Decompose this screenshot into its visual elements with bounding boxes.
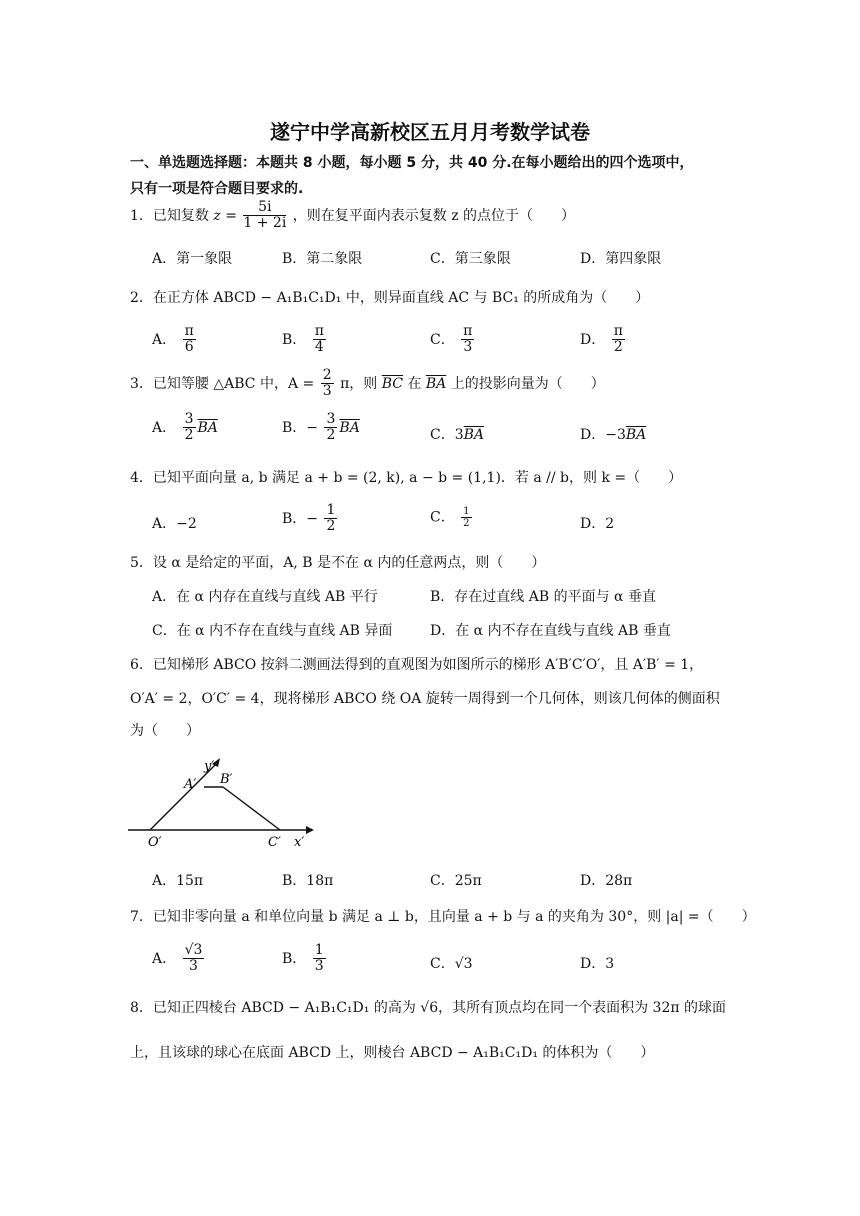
q1-option-b: B．第二象限: [282, 251, 363, 267]
q3-label-b: B．−: [282, 419, 319, 436]
q3-ba-d: $\overline{BA}$: [625, 427, 647, 443]
q2-num-b: π: [314, 323, 324, 339]
q3-stem: [130, 368, 605, 400]
q3-stem-a: 3．已知等腰 △ABC 中，A =: [130, 375, 319, 392]
q3-vector-ba: $\overline{BA}$: [425, 375, 447, 392]
q8-line2: 上，且该球的球心在底面 ABCD 上，则棱台 ABCD − A₁B₁C₁D₁ 的体积为（ ）: [130, 1045, 655, 1061]
q3-option-b: [282, 412, 360, 444]
q4-num-b: 1: [326, 502, 336, 518]
q3-ba-c: $\overline{BA}$: [463, 427, 485, 443]
q1-stem-b: ，则在复平面内表示复数 z 的点位于（ ）: [292, 207, 576, 224]
q3-ba-a: $\overline{BA}$: [197, 419, 218, 436]
q2-den-b: 4: [314, 339, 324, 356]
q3-label-a: A．: [152, 419, 177, 436]
q7-num-b: 1: [314, 942, 324, 958]
q4-den-c: 2: [463, 518, 470, 529]
q1-stem: [130, 200, 575, 232]
q3-num-a: 3: [184, 411, 194, 427]
label-b: B′: [220, 772, 233, 787]
q2-option-a: [152, 324, 198, 356]
q7-num-a: √3: [184, 942, 203, 958]
q5-option-b: B．存在过直线 AB 的平面与 α 垂直: [430, 589, 656, 605]
label-c: C′: [268, 835, 281, 850]
x-axis-arrow: [306, 826, 314, 834]
q2-option-d: [580, 324, 627, 356]
q6-option-b: B．18π: [282, 873, 334, 889]
q2-label-c: C．: [430, 331, 455, 348]
q7-option-d: D．3: [580, 956, 615, 972]
q3-stem-b: π，则: [340, 375, 378, 392]
page-title: 遂宁中学高新校区五月月考数学试卷: [270, 120, 590, 144]
segment-b-c: [223, 787, 280, 830]
q4-label-c: C．: [430, 509, 455, 526]
q1-option-c: C．第三象限: [430, 251, 511, 267]
q4-label-b: B．−: [282, 510, 319, 527]
q4-stem: 4．已知平面向量 a, b 满足 a + b = (2, k), a − b = (1,1)．若 a // b，则 k =（ ）: [130, 470, 683, 486]
q2-label-d: D．: [580, 331, 606, 348]
q3-den-b: 2: [326, 427, 336, 444]
q2-den-c: 3: [463, 339, 473, 356]
q4-option-d: D．2: [580, 516, 615, 532]
q1-stem-a: 1．已知复数: [130, 207, 209, 224]
q1-den: 1 + 2i: [243, 215, 287, 232]
q7-option-b: [282, 943, 328, 975]
q3-label-d: D．−3: [580, 427, 626, 443]
q2-stem: 2．在正方体 ABCD − A₁B₁C₁D₁ 中，则异面直线 AC 与 BC₁ 的所成角为（ ）: [130, 290, 650, 306]
q4-option-a: A．−2: [152, 516, 197, 532]
q3-ba-b: $\overline{BA}$: [339, 419, 360, 436]
q2-den-d: 2: [613, 339, 623, 356]
q1-option-a: A．第一象限: [152, 251, 233, 267]
section-heading-line2: 只有一项是符合题目要求的.: [130, 181, 304, 197]
section-heading-line1: 一、单选题选择题：本题共 8 小题，每小题 5 分，共 40 分.在每小题给出的四个选项中，: [130, 155, 694, 171]
q3-stem-c: 上的投影向量为（ ）: [450, 375, 605, 392]
q6-option-a: A．15π: [152, 873, 204, 889]
q2-den-a: 6: [184, 339, 194, 356]
q4-option-b: [282, 503, 339, 535]
q3-option-a: [152, 412, 218, 444]
q7-den-b: 3: [314, 958, 324, 975]
q7-label-b: B．: [282, 950, 307, 967]
q3-option-d: [580, 424, 646, 444]
q8-line1: 8．已知正四棱台 ABCD − A₁B₁C₁D₁ 的高为 √6，其所有顶点均在同一个表面积为 32π 的球面: [130, 1000, 727, 1016]
q3-vector-bc: $\overline{BC}$: [381, 375, 403, 392]
q7-den-a: 3: [189, 958, 198, 975]
q5-option-a: A．在 α 内存在直线与直线 AB 平行: [152, 589, 378, 605]
q1-option-d: D．第四象限: [580, 251, 662, 267]
q7-option-c: C．√3: [430, 956, 473, 972]
q3-num: 2: [322, 367, 332, 383]
q2-num-a: π: [184, 323, 194, 339]
q4-den-b: 2: [326, 518, 336, 535]
q3-label-c: C．3: [430, 427, 464, 443]
q2-option-b: [282, 324, 328, 356]
q4-num-c: 1: [463, 506, 470, 517]
q6-option-d: D．28π: [580, 873, 633, 889]
q6-line1: 6．已知梯形 ABCO 按斜二测画法得到的直观图为如图所示的梯形 A′B′C′O′，且 A′B′ = 1，: [130, 657, 704, 673]
q5-stem: 5．设 α 是给定的平面，A, B 是不在 α 内的任意两点，则（ ）: [130, 555, 546, 571]
q2-num-d: π: [613, 323, 623, 339]
q2-num-c: π: [463, 323, 473, 339]
q7-stem: 7．已知非零向量 a 和单位向量 b 满足 a ⊥ b，且向量 a + b 与 a 的夹角为 30°，则 |a| =（ ）: [130, 909, 756, 925]
q4-option-c: [430, 506, 474, 529]
q3-option-c: [430, 424, 484, 444]
q5-option-c: C．在 α 内不存在直线与直线 AB 异面: [152, 623, 393, 639]
q2-option-c: [430, 324, 476, 356]
q3-den-a: 2: [184, 427, 194, 444]
q7-label-a: A．: [152, 950, 177, 967]
q2-label-a: A．: [152, 331, 177, 348]
q1-fraction: [243, 200, 286, 232]
q6-line3: 为（ ）: [130, 723, 200, 739]
q1-num: 5i: [243, 200, 286, 216]
label-x: x′: [294, 835, 305, 850]
label-a: A′: [184, 777, 197, 792]
q7-option-a: [152, 943, 206, 975]
q6-line2: O′A′ = 2，O′C′ = 4，现将梯形 ABCO 绕 OA 旋转一周得到一个几何体，则该几何体的侧面积: [130, 691, 720, 707]
label-y: y′: [204, 759, 215, 774]
q5-option-d: D．在 α 内不存在直线与直线 AB 垂直: [430, 623, 671, 639]
q1-z: z =: [213, 207, 242, 224]
q2-label-b: B．: [282, 331, 307, 348]
q6-option-c: C．25π: [430, 873, 482, 889]
q6-trapezoid-figure: [128, 752, 328, 852]
q3-den: 3: [322, 383, 332, 400]
label-o: O′: [148, 835, 162, 850]
q3-mid: 在: [407, 375, 422, 392]
q3-num-b: 3: [326, 411, 336, 427]
